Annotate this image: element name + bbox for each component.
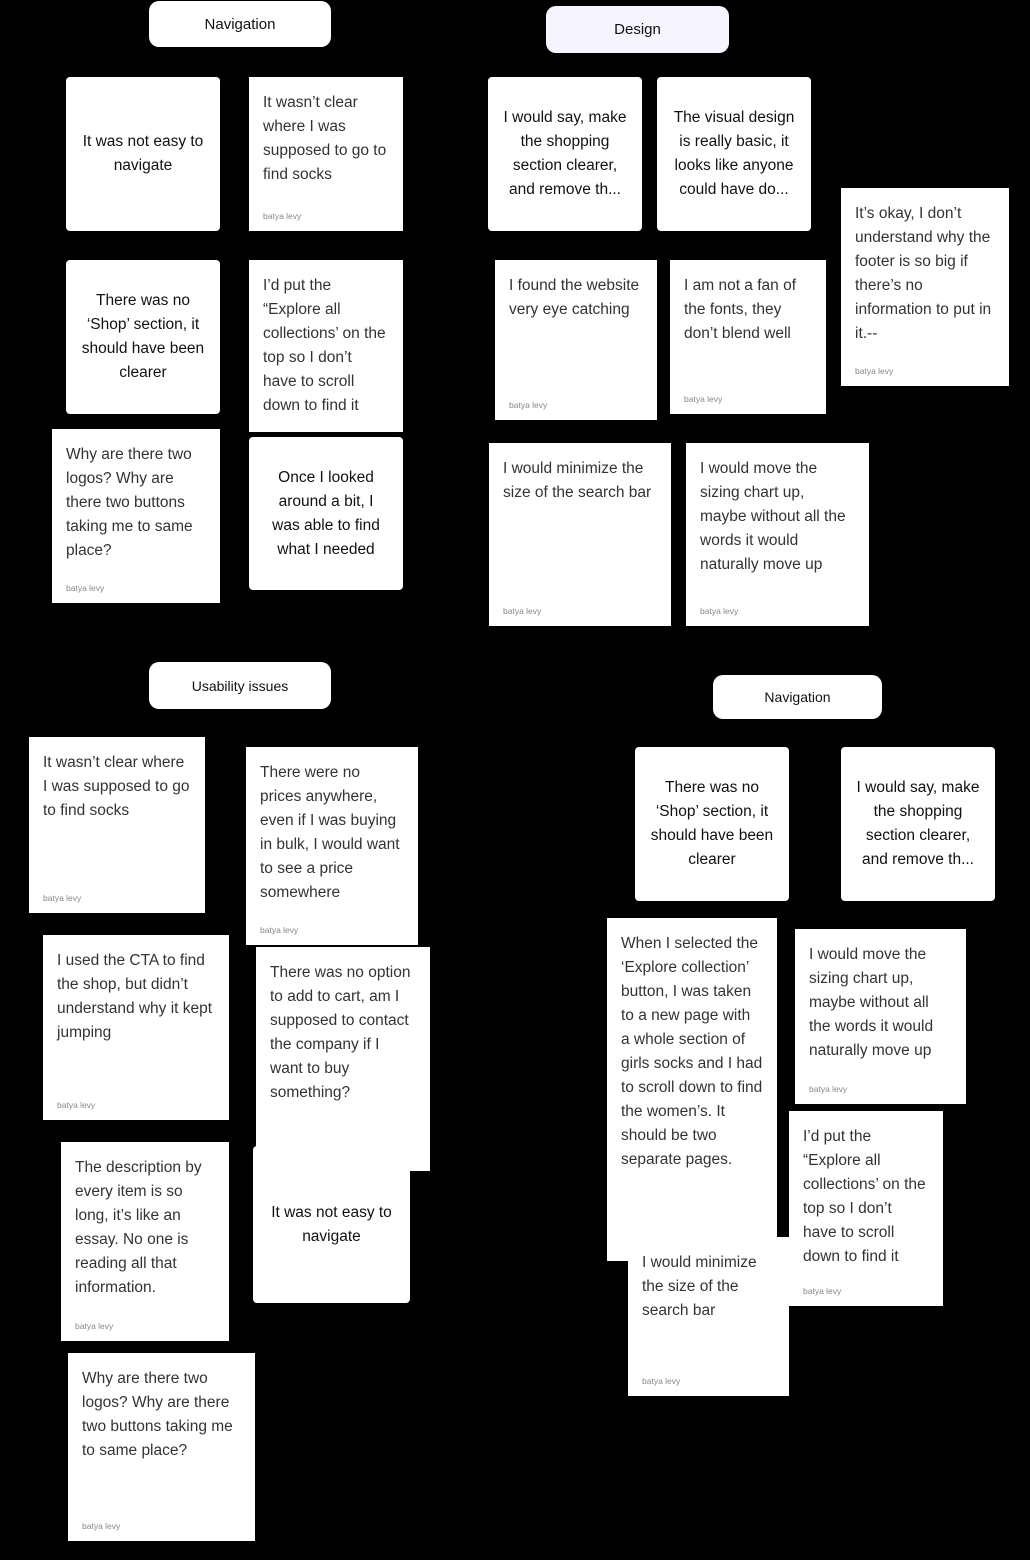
sticky-note[interactable]	[61, 1142, 229, 1341]
sticky-note[interactable]	[488, 77, 642, 231]
sticky-note[interactable]	[249, 77, 403, 231]
note-text: When I selected the ‘Explore collection’ button, I was taken to a new page with a whole section of girls socks and I had to scroll down to find the women’s. It should be two separate pages.	[621, 935, 763, 1168]
note-text: It wasn’t clear where I was supposed to go to find socks	[43, 754, 190, 819]
note-text: I would move the sizing chart up, maybe without all the words it would naturally move up	[809, 946, 934, 1059]
group-label-design[interactable]: Design	[546, 6, 729, 53]
group-label-usability-issues[interactable]: Usability issues	[149, 662, 331, 709]
note-text: There was no ‘Shop’ section, it should have been clearer	[650, 779, 774, 868]
group-label-navigation[interactable]: Navigation	[149, 1, 331, 47]
note-text: It was not easy to navigate	[82, 133, 204, 174]
note-author: batya levy	[809, 1084, 848, 1094]
note-text: Once I looked around a bit, I was able to find what I needed	[272, 468, 380, 558]
group-label-navigation-2[interactable]: Navigation	[713, 675, 882, 719]
note-text: I’d put the “Explore all collections’ on the top so I don’t have to scroll down to find it	[803, 1128, 926, 1265]
sticky-note[interactable]	[841, 188, 1009, 386]
note-text: Why are there two logos? Why are there two buttons taking me to same place?	[82, 1370, 233, 1459]
note-author: batya levy	[82, 1521, 121, 1531]
note-text: Why are there two logos? Why are there two buttons taking me to same place?	[66, 446, 193, 559]
note-text: There was no ‘Shop’ section, it should have been clearer	[81, 292, 205, 381]
note-author: batya levy	[57, 1100, 96, 1110]
note-text: I used the CTA to find the shop, but didn’t understand why it kept jumping	[57, 952, 213, 1041]
note-text: I am not a fan of the fonts, they don’t blend well	[684, 277, 797, 342]
note-author: batya levy	[642, 1376, 681, 1386]
note-author: batya levy	[503, 606, 542, 616]
sticky-note[interactable]	[66, 260, 220, 414]
note-author: batya levy	[260, 925, 299, 935]
note-text: There was no option to add to cart, am I supposed to contact the company if I want to buy something?	[270, 964, 411, 1101]
sticky-note[interactable]	[256, 947, 430, 1171]
sticky-note[interactable]	[789, 1111, 943, 1306]
note-text: I would minimize the size of the search bar	[503, 460, 652, 501]
note-text: The description by every item is so long, it’s like an essay. No one is reading all that information.	[75, 1159, 202, 1296]
note-text: I would say, make the shopping section clearer, and remove th...	[503, 109, 627, 198]
note-text: There were no prices anywhere, even if I was buying in bulk, I would want to see a price somewhere	[260, 764, 400, 901]
note-text: It was not easy to navigate	[271, 1203, 392, 1245]
sticky-note[interactable]	[66, 77, 220, 231]
sticky-note[interactable]	[657, 77, 811, 231]
note-text: I would move the sizing chart up, maybe without all the words it would naturally move up	[700, 460, 846, 573]
note-text: I’d put the “Explore all collections’ on the top so I don’t have to scroll down to find it	[263, 277, 386, 414]
sticky-note[interactable]	[686, 443, 869, 626]
sticky-note[interactable]	[249, 437, 403, 590]
note-author: batya levy	[855, 366, 894, 376]
sticky-note[interactable]	[246, 747, 418, 945]
sticky-note[interactable]	[249, 260, 403, 432]
note-author: batya levy	[700, 606, 739, 616]
sticky-note[interactable]	[489, 443, 671, 626]
note-author: batya levy	[684, 394, 723, 404]
sticky-note[interactable]	[43, 935, 229, 1120]
note-text: It wasn’t clear where I was supposed to go to find socks	[263, 94, 387, 183]
sticky-note[interactable]	[52, 429, 220, 603]
note-author: batya levy	[66, 583, 105, 593]
sticky-note[interactable]	[841, 747, 995, 901]
sticky-note[interactable]	[607, 918, 777, 1261]
note-author: batya levy	[509, 400, 548, 410]
note-author: batya levy	[75, 1321, 114, 1331]
sticky-note[interactable]	[29, 737, 205, 913]
sticky-note[interactable]	[670, 260, 826, 414]
sticky-note[interactable]	[635, 747, 789, 901]
sticky-note[interactable]	[795, 929, 966, 1104]
sticky-note[interactable]	[253, 1146, 410, 1303]
note-text: I would say, make the shopping section clearer, and remove th...	[856, 779, 980, 868]
sticky-note[interactable]	[68, 1353, 255, 1541]
note-text: It’s okay, I don’t understand why the footer is so big if there’s no information to put in it.--	[855, 205, 992, 342]
sticky-note[interactable]	[495, 260, 657, 420]
note-text: I would minimize the size of the search bar	[642, 1254, 757, 1319]
note-text: The visual design is really basic, it looks like anyone could have do...	[673, 109, 795, 198]
note-author: batya levy	[43, 893, 82, 903]
note-author: batya levy	[263, 211, 302, 221]
note-author: batya levy	[803, 1286, 842, 1296]
note-text: I found the website very eye catching	[509, 277, 640, 318]
sticky-note[interactable]	[628, 1237, 789, 1396]
